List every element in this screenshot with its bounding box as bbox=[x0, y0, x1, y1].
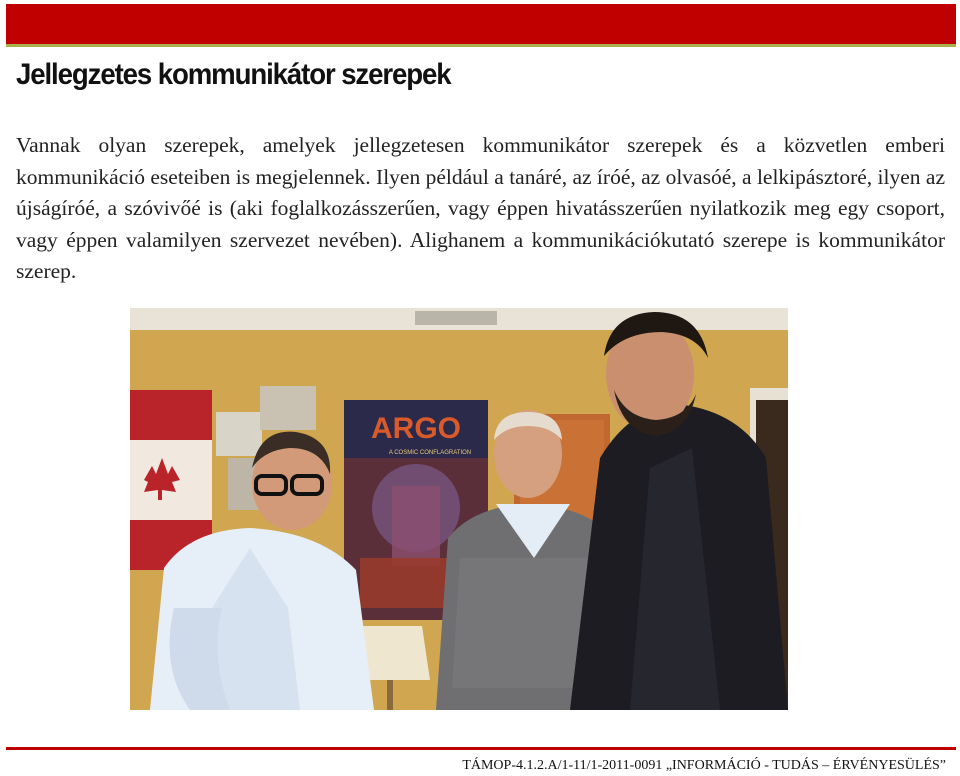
header-bar bbox=[6, 4, 956, 44]
air-vent bbox=[415, 311, 497, 325]
pinned-photo bbox=[260, 386, 316, 430]
slide-title: Jellegzetes kommunikátor szerepek bbox=[16, 58, 451, 91]
footer-rule bbox=[6, 747, 956, 750]
footer-text: TÁMOP-4.1.2.A/1-11/1-2011-0091 „INFORMÁCIÓ - TUDÁS – ÉRVÉNYESÜLÉS” bbox=[462, 758, 946, 773]
header-rule bbox=[6, 44, 956, 47]
pinned-photo bbox=[216, 412, 262, 456]
body-paragraph: Vannak olyan szerepek, amelyek jellegzetesen kommunikátor szerepek és a közvetlen emberi kommunikáció eseteiben is megjelennek. Ilyen például a tanáré, az íróé, az olvasóé, a lelkipásztoré, ilyen az újságíróé, a szóvivőé is (aki foglalkozásszerűen, vagy éppen hivatásszerűen nyilatkozik meg egy csoport, vagy éppen valamilyen szervezet nevében). Alighanem a kommunikációkutató szerepe is kommunikátor szerep. bbox=[16, 133, 945, 283]
movie-still-photo bbox=[130, 308, 788, 710]
poster-title: ARGO bbox=[371, 412, 461, 445]
poster-subtitle: A COSMIC CONFLAGRATION bbox=[388, 450, 472, 456]
